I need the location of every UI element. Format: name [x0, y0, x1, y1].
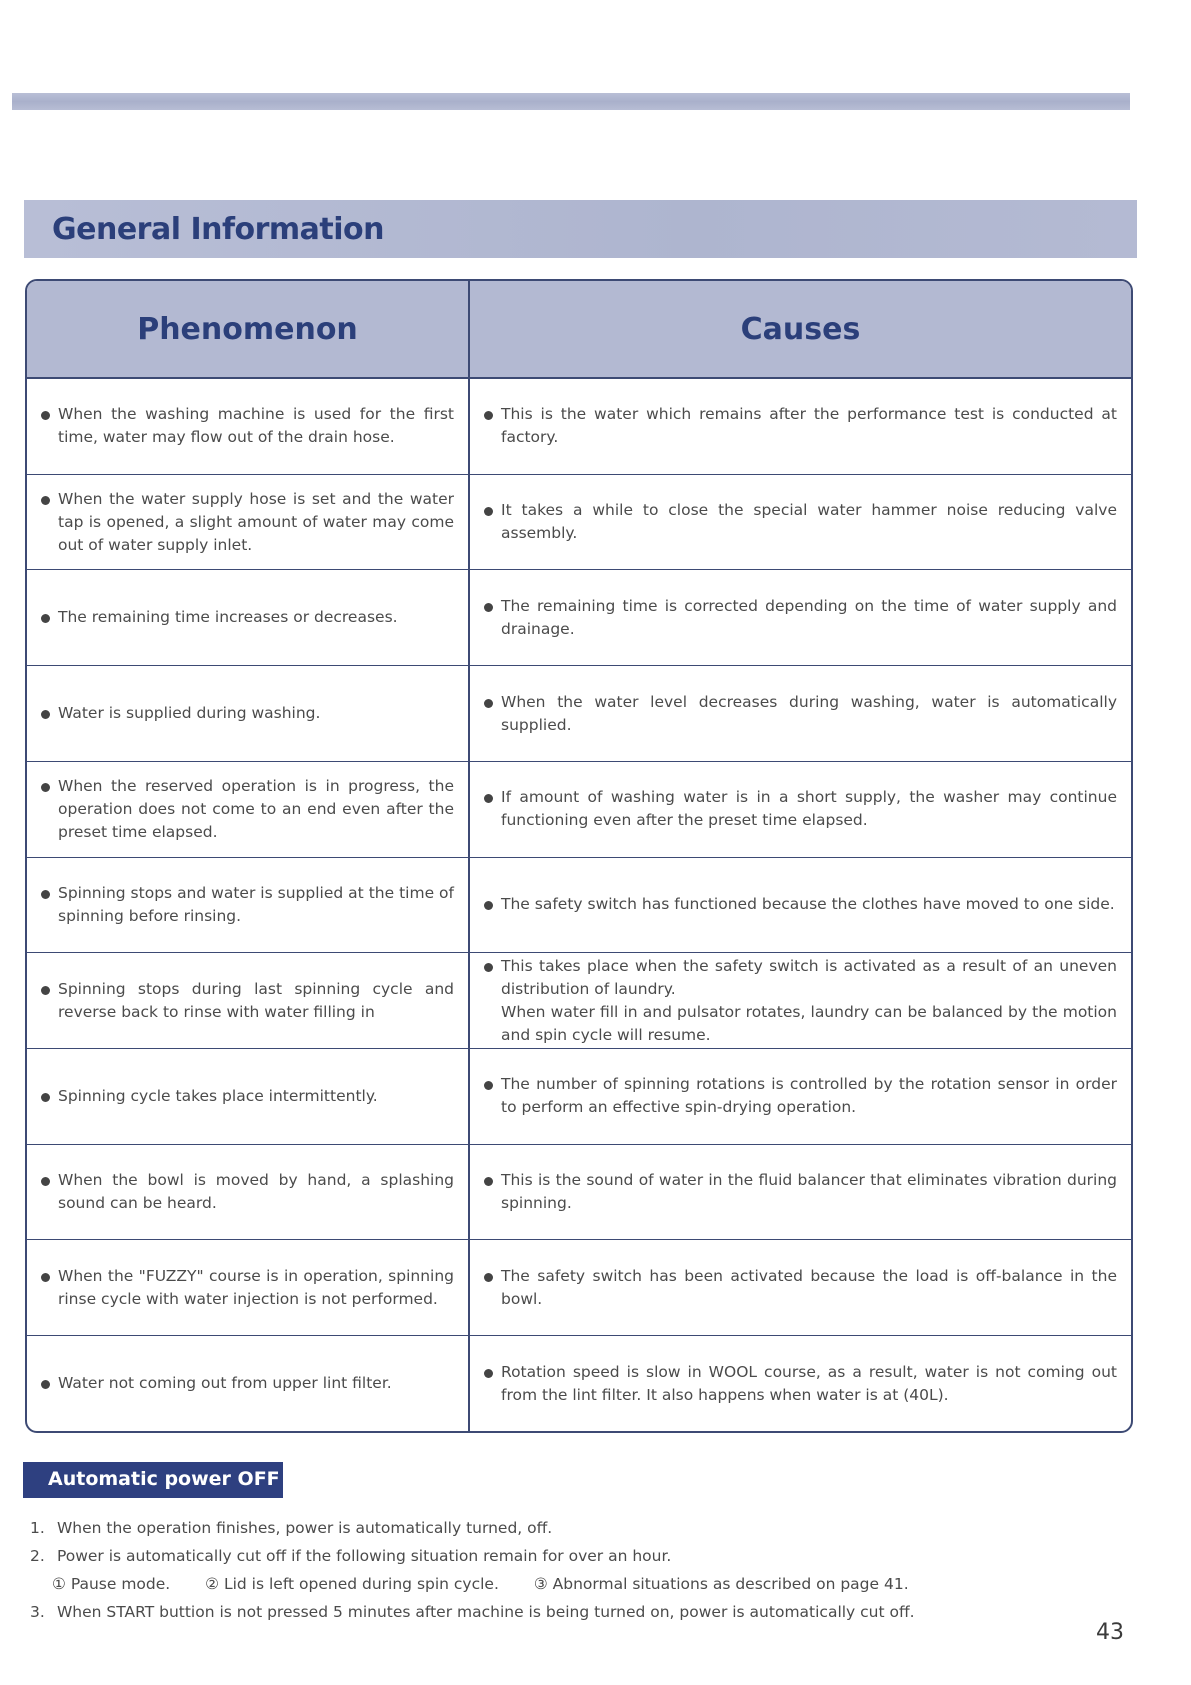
note-sub-item: ① Pause mode.: [52, 1575, 171, 1593]
phenomenon-cell: [27, 953, 469, 1049]
cause-text: The safety switch has been activated because the load is off-balance in the bowl.: [501, 1266, 1117, 1308]
cause-item: [484, 1169, 1117, 1215]
cause-cell: [469, 570, 1131, 666]
cause-cell: [469, 1336, 1131, 1431]
note-text: When the operation finishes, power is automatically turned, off.: [56, 1519, 553, 1537]
phenomenon-header: Phenomenon: [27, 281, 469, 378]
phenomenon-item: [41, 775, 454, 844]
phenomenon-cell: [27, 570, 469, 666]
cause-cell: [469, 378, 1131, 474]
cause-item: [484, 691, 1117, 737]
cause-item: [484, 893, 1117, 916]
cause-block: [501, 1265, 1117, 1311]
cause-cell: [469, 1144, 1131, 1240]
note-item: [30, 1514, 1130, 1542]
bullet-icon: [484, 1177, 493, 1186]
cause-cell: [469, 1049, 1131, 1145]
phenomenon-text: When the water supply hose is set and the water tap is opened, a slight amount of water may come out of water supply inlet.: [58, 489, 454, 554]
bullet-icon: [484, 699, 493, 708]
cause-item: [484, 955, 1117, 1047]
phenomenon-text: Spinning stops and water is supplied at the time of spinning before rinsing.: [58, 883, 454, 925]
bullet-icon: [484, 901, 493, 910]
phenomenon-text: When the "FUZZY" course is in operation, spinning rinse cycle with water injection is not performed.: [58, 1266, 454, 1308]
cause-extra-text: When water fill in and pulsator rotates, laundry can be balanced by the motion and spin cycle will resume.: [501, 1002, 1117, 1044]
table-row: [27, 857, 1131, 953]
cause-text: The number of spinning rotations is controlled by the rotation sensor in order to perform an effective spin-drying operation.: [501, 1075, 1117, 1117]
causes-header: Causes: [469, 281, 1131, 378]
phenomenon-text: Water is supplied during washing.: [58, 704, 321, 723]
phenomenon-item: [41, 882, 454, 928]
cause-text: It takes a while to close the special water hammer noise reducing valve assembly.: [501, 501, 1117, 543]
bullet-icon: [41, 710, 50, 719]
bullet-icon: [41, 614, 50, 623]
note-item: [30, 1542, 1130, 1570]
cause-block: [501, 1169, 1117, 1215]
note-text: When START buttion is not pressed 5 minutes after machine is being turned on, power is automatically cut off.: [56, 1603, 915, 1621]
table-row: [27, 1240, 1131, 1336]
table-row: [27, 1336, 1131, 1431]
bullet-icon: [484, 411, 493, 420]
cause-text: Rotation speed is slow in WOOL course, as a result, water is not coming out from the lint filter. It also happens when water is at (40L).: [501, 1362, 1117, 1404]
cause-cell: [469, 857, 1131, 953]
bullet-icon: [41, 1177, 50, 1186]
cause-item: [484, 1265, 1117, 1311]
cause-cell: [469, 953, 1131, 1049]
cause-text: When the water level decreases during washing, water is automatically supplied.: [501, 692, 1117, 734]
cause-text: This is the water which remains after the performance test is conducted at factory.: [501, 405, 1117, 447]
cause-item: [484, 499, 1117, 545]
phenomenon-text: Spinning cycle takes place intermittently.: [58, 1086, 378, 1105]
phenomenon-cell: [27, 857, 469, 953]
phenomenon-cell: [27, 1336, 469, 1431]
cause-item: [484, 1073, 1117, 1119]
bullet-icon: [484, 507, 493, 516]
phenomenon-cell: [27, 666, 469, 762]
bullet-icon: [41, 496, 50, 505]
phenomenon-text: Spinning stops during last spinning cycle and reverse back to rinse with water filling in: [58, 979, 454, 1021]
cause-block: [501, 499, 1117, 545]
phenomenon-cell: [27, 1240, 469, 1336]
bullet-icon: [41, 986, 50, 995]
cause-text: This takes place when the safety switch is activated as a result of an uneven distribution of laundry.: [501, 956, 1117, 998]
cause-text: If amount of washing water is in a short supply, the washer may continue functioning even after the preset time elapsed.: [501, 788, 1117, 830]
automatic-power-off-title: Automatic power OFF: [48, 1468, 280, 1490]
phenomenon-item: [41, 403, 454, 449]
phenomenon-item: [41, 702, 454, 725]
table-row: [27, 666, 1131, 762]
cause-block: [501, 1361, 1117, 1407]
cause-text: The remaining time is corrected depending on the time of water supply and drainage.: [501, 596, 1117, 638]
phenomenon-item: [41, 1265, 454, 1311]
phenomenon-cell: [27, 378, 469, 474]
phenomenon-item: [41, 978, 454, 1024]
cause-cell: [469, 474, 1131, 570]
note-sub-items: [30, 1570, 1130, 1598]
cause-block: [501, 403, 1117, 449]
phenomenon-cell: [27, 1049, 469, 1145]
phenomenon-text: When the reserved operation is in progress, the operation does not come to an end even after the preset time elapsed.: [58, 776, 454, 841]
bullet-icon: [484, 1081, 493, 1090]
bullet-icon: [41, 1380, 50, 1389]
phenomenon-item: [41, 488, 454, 557]
phenomenon-item: [41, 606, 454, 629]
bullet-icon: [41, 1093, 50, 1102]
table-row: [27, 953, 1131, 1049]
cause-cell: [469, 761, 1131, 857]
phenomenon-text: The remaining time increases or decreases.: [58, 608, 398, 627]
note-sub-item: ② Lid is left opened during spin cycle.: [205, 1575, 499, 1593]
table-row: [27, 1049, 1131, 1145]
note-number: 3.: [30, 1603, 45, 1621]
bullet-icon: [41, 783, 50, 792]
cause-text: This is the sound of water in the fluid balancer that eliminates vibration during spinning.: [501, 1171, 1117, 1213]
section-banner: [24, 200, 1137, 258]
phenomenon-text: When the bowl is moved by hand, a splashing sound can be heard.: [58, 1171, 454, 1213]
cause-item: [484, 1361, 1117, 1407]
troubleshooting-table: [25, 279, 1133, 1433]
phenomenon-item: [41, 1169, 454, 1215]
note-text: Power is automatically cut off if the following situation remain for over an hour.: [56, 1547, 672, 1565]
cause-block: [501, 1073, 1117, 1119]
bullet-icon: [41, 890, 50, 899]
top-decorative-stripe: [12, 93, 1130, 110]
cause-block: [501, 893, 1117, 916]
cause-item: [484, 403, 1117, 449]
cause-block: [501, 955, 1117, 1047]
table-row: [27, 761, 1131, 857]
phenomenon-item: [41, 1372, 454, 1395]
bullet-icon: [484, 1369, 493, 1378]
cause-cell: [469, 1240, 1131, 1336]
cause-cell: [469, 666, 1131, 762]
bullet-icon: [484, 1273, 493, 1282]
table-body: [27, 378, 1131, 1431]
cause-block: [501, 786, 1117, 832]
table-row: [27, 474, 1131, 570]
bullet-icon: [484, 603, 493, 612]
note-number: 1.: [30, 1519, 45, 1537]
note-sub-item: ③ Abnormal situations as described on page 41.: [533, 1575, 909, 1593]
section-title: General Information: [52, 212, 385, 247]
phenomenon-cell: [27, 761, 469, 857]
table-row: [27, 378, 1131, 474]
cause-block: [501, 691, 1117, 737]
automatic-power-off-notes: [30, 1514, 1130, 1626]
phenomenon-cell: [27, 1144, 469, 1240]
automatic-power-off-banner: [23, 1462, 283, 1498]
phenomenon-cell: [27, 474, 469, 570]
note-number: 2.: [30, 1547, 45, 1565]
phenomenon-text: When the washing machine is used for the first time, water may flow out of the drain hose.: [58, 405, 454, 447]
cause-item: [484, 595, 1117, 641]
bullet-icon: [41, 1273, 50, 1282]
bullet-icon: [41, 411, 50, 420]
cause-block: [501, 595, 1117, 641]
table-row: [27, 1144, 1131, 1240]
cause-text: The safety switch has functioned because the clothes have moved to one side.: [501, 895, 1115, 914]
table-row: [27, 570, 1131, 666]
bullet-icon: [484, 794, 493, 803]
note-item: [30, 1598, 1130, 1626]
cause-item: [484, 786, 1117, 832]
page-number: 43: [1096, 1620, 1124, 1645]
phenomenon-text: Water not coming out from upper lint filter.: [58, 1374, 392, 1393]
phenomenon-item: [41, 1085, 454, 1108]
bullet-icon: [484, 963, 493, 972]
